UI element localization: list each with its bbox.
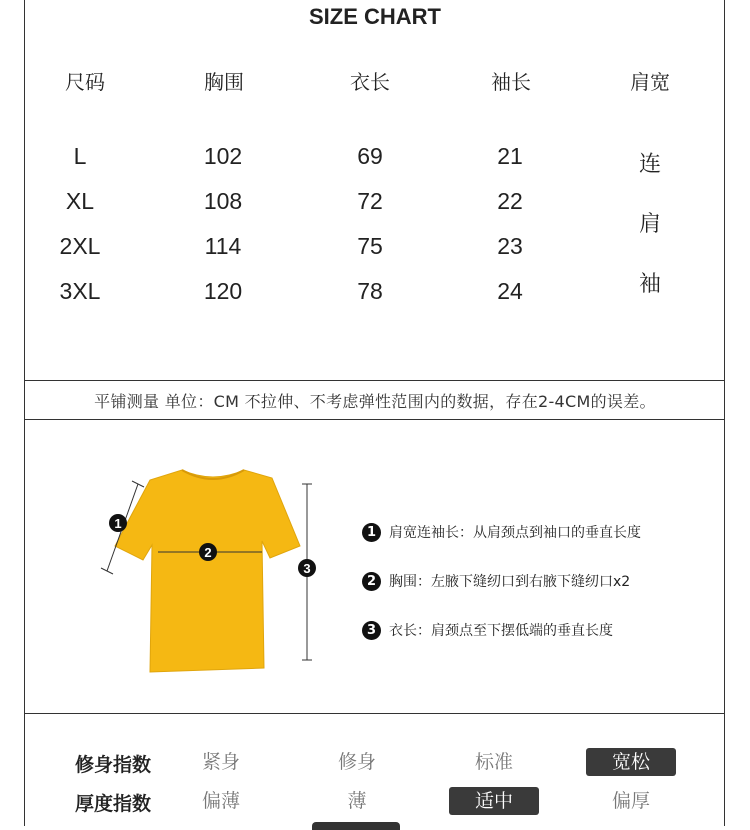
fit-option: 紧身 — [201, 751, 240, 773]
thickness-option: 偏薄 — [201, 790, 240, 812]
cell-sleeve: 21 — [497, 143, 523, 169]
shoulder-note-char: 袖 — [638, 272, 661, 297]
thickness-option: 偏厚 — [611, 790, 650, 812]
marker-3-icon: 3 — [362, 621, 381, 640]
fit-option: 标准 — [474, 751, 513, 773]
marker-1-icon: 1 — [362, 523, 381, 542]
svg-text:2: 2 — [204, 545, 212, 560]
page-title: SIZE CHART — [309, 4, 441, 29]
marker-3-icon — [298, 559, 316, 577]
cell-size: 2XL — [59, 233, 101, 259]
cell-chest: 102 — [203, 143, 243, 169]
legend-text: 肩宽连袖长：从肩颈点到袖口的垂直长度 — [389, 525, 641, 541]
legend-text: 胸围：左腋下缝纫口到右腋下缝纫口x2 — [389, 574, 631, 590]
cell-length: 78 — [357, 278, 383, 304]
cell-length: 72 — [357, 188, 383, 214]
measure-note: 平铺测量 单位：CM 不拉伸、不考虑弹性范围内的数据，存在2-4CM的误差。 — [94, 392, 656, 411]
marker-2-icon — [199, 543, 217, 561]
legend-item — [362, 522, 641, 542]
bottom-tab-edge — [312, 822, 400, 830]
cell-sleeve: 23 — [497, 233, 523, 259]
legend-text: 衣长：肩颈点至下摆低端的垂直长度 — [389, 623, 613, 639]
cell-length: 75 — [357, 233, 383, 259]
fit-index-label: 修身指数 — [74, 754, 151, 776]
cell-size: 3XL — [59, 278, 101, 304]
shoulder-note-char: 连 — [638, 152, 661, 177]
header-sleeve: 袖长 — [491, 70, 531, 94]
header-chest: 胸围 — [204, 70, 244, 94]
svg-text:3: 3 — [303, 561, 311, 576]
cell-size: XL — [65, 188, 95, 214]
thickness-option-selected: 适中 — [449, 787, 539, 815]
cell-sleeve: 22 — [497, 188, 523, 214]
shoulder-note-char: 肩 — [638, 212, 661, 237]
legend-item — [362, 620, 613, 640]
svg-text:1: 1 — [114, 516, 122, 531]
fit-option: 修身 — [337, 751, 376, 773]
marker-1-icon — [109, 514, 127, 532]
cell-chest: 114 — [204, 233, 242, 259]
header-length: 衣长 — [350, 70, 390, 94]
marker-2-icon: 2 — [362, 572, 381, 591]
thickness-index-label: 厚度指数 — [74, 793, 151, 815]
header-shoulder: 肩宽 — [630, 70, 670, 94]
cell-size: L — [73, 143, 87, 169]
cell-sleeve: 24 — [497, 278, 523, 304]
fit-option-selected: 宽松 — [586, 748, 676, 776]
divider — [24, 713, 725, 714]
cell-chest: 108 — [203, 188, 243, 214]
tshirt-illustration — [115, 470, 300, 672]
legend-item — [362, 571, 630, 591]
cell-chest: 120 — [203, 278, 243, 304]
header-size: 尺码 — [65, 70, 105, 94]
cell-length: 69 — [357, 143, 383, 169]
thickness-option: 薄 — [347, 790, 367, 812]
